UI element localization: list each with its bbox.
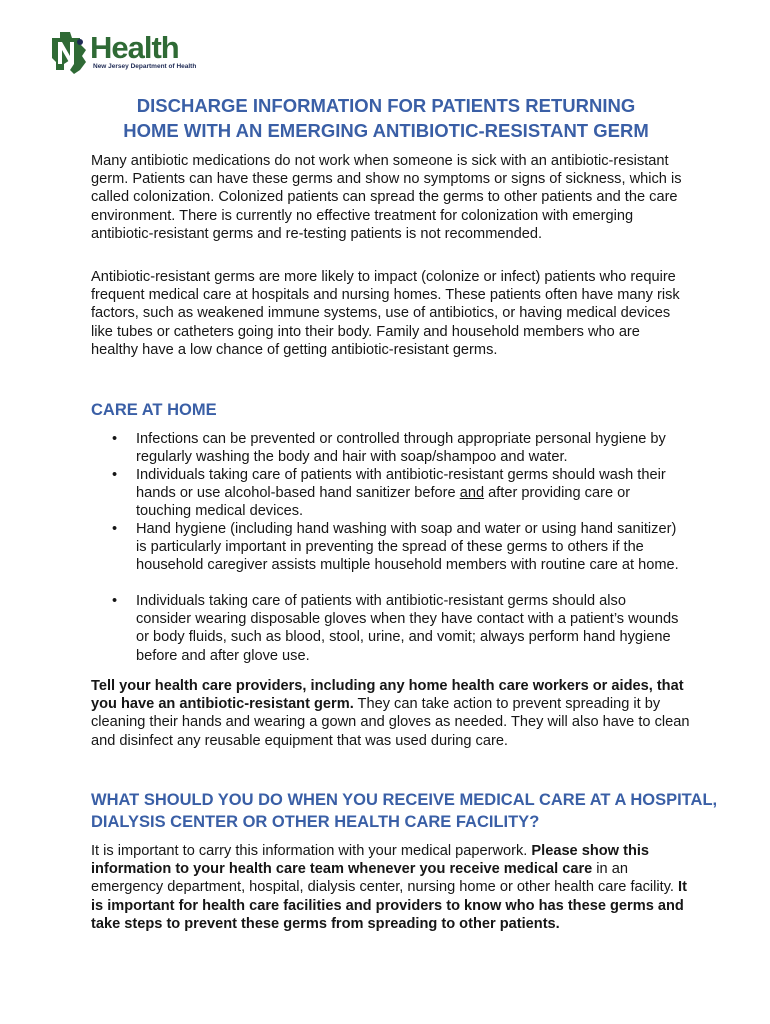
title-line-2: HOME WITH AN EMERGING ANTIBIOTIC-RESISTANT GERM bbox=[123, 120, 649, 141]
list-item bbox=[110, 520, 680, 592]
nj-health-logo bbox=[50, 30, 197, 76]
intro-paragraph-1: Many antibiotic medications do not work when someone is sick with an antibiotic-resistant germ. Patients can have these germs and show no symptoms or signs of sickness, which is called colonization. Colonized patients can spread the germs to other patients and the care environment. There is currently no effective treatment for colonization with emerging antibiotic-resistant germs and re-testing patients is not recommended. bbox=[91, 153, 682, 242]
title-line-1: DISCHARGE INFORMATION FOR PATIENTS RETURNING bbox=[136, 95, 636, 116]
tell-providers-text: They can take action to prevent spreading it by cleaning their hands and wearing a gown and gloves as needed. They will also have to clean and disinfect any reusable equipment that was used during care. bbox=[91, 696, 690, 749]
list-item bbox=[110, 466, 680, 520]
intro-paragraph-2: Antibiotic-resistant germs are more likely to impact (colonize or infect) patients who require frequent medical care at hospitals and nursing homes. These patients often have many risk factors, such as weakened immune systems, use of antibiotics, or having medical devices like tubes or catheters going into their body. Family and household members who are healthy have a low chance of getting antibiotic-resistant germs. bbox=[91, 269, 680, 358]
bullet-text bbox=[136, 467, 666, 519]
new-jersey-state-icon bbox=[50, 30, 94, 76]
bullet-icon: • bbox=[112, 467, 118, 483]
bullet-icon: • bbox=[112, 521, 118, 537]
bullet-text: Individuals taking care of patients with antibiotic-resistant germs should also consider wearing disposable gloves when they have contact with a patient’s wounds or body fluids, such as blood, stool, urine, and vomit; always perform hand hygiene before and after glove use. bbox=[136, 593, 679, 664]
bullet-text: Infections can be prevented or controlled through appropriate personal hygiene by regularly washing the body and hair with soap/shampoo and water. bbox=[136, 431, 666, 466]
underlined-word: and bbox=[459, 485, 485, 502]
bullet-text-part: after providing care or touching medical devices. bbox=[136, 485, 631, 520]
medical-care-text-1: It is important to carry this information with your medical paperwork. bbox=[91, 843, 532, 859]
care-at-home-heading: CARE AT HOME bbox=[91, 401, 217, 419]
medical-care-heading: WHAT SHOULD YOU DO WHEN YOU RECEIVE MEDICAL CARE AT A HOSPITAL, DIALYSIS CENTER OR OTHER HEALTH CARE FACILITY? bbox=[91, 791, 718, 831]
medical-care-bold-2: It is important for health care facilities and providers to know who has these germs and take steps to prevent these germs from spreading to other patients. bbox=[91, 879, 687, 932]
medical-care-text-2: in an emergency department, hospital, dialysis center, nursing home or other health care facility. bbox=[91, 861, 679, 896]
bullet-icon: • bbox=[112, 593, 118, 609]
bullet-text-part: Individuals taking care of patients with antibiotic-resistant germs should wash their hands or use alcohol-based hand sanitizer before bbox=[136, 467, 666, 502]
list-item bbox=[110, 592, 680, 664]
document-title bbox=[86, 93, 686, 143]
logo-wordmark: Health bbox=[90, 30, 179, 65]
tell-providers-bold: Tell your health care providers, including any home health care workers or aides, that you have an antibiotic-resistant germ. bbox=[91, 678, 684, 713]
logo-subtitle: New Jersey Department of Health bbox=[93, 63, 197, 70]
list-item bbox=[110, 430, 680, 466]
medical-care-bold-1: Please show this information to your health care team whenever you receive medical care bbox=[91, 843, 650, 878]
tell-providers-paragraph bbox=[91, 677, 691, 750]
bullet-icon: • bbox=[112, 431, 118, 447]
medical-care-paragraph bbox=[91, 842, 691, 933]
bullet-text: Hand hygiene (including hand washing with soap and water or using hand sanitizer) is particularly important in preventing the spread of these germs to others if the household caregiver assists multiple household members with routine care at home. bbox=[136, 521, 679, 574]
care-at-home-list bbox=[110, 430, 680, 664]
